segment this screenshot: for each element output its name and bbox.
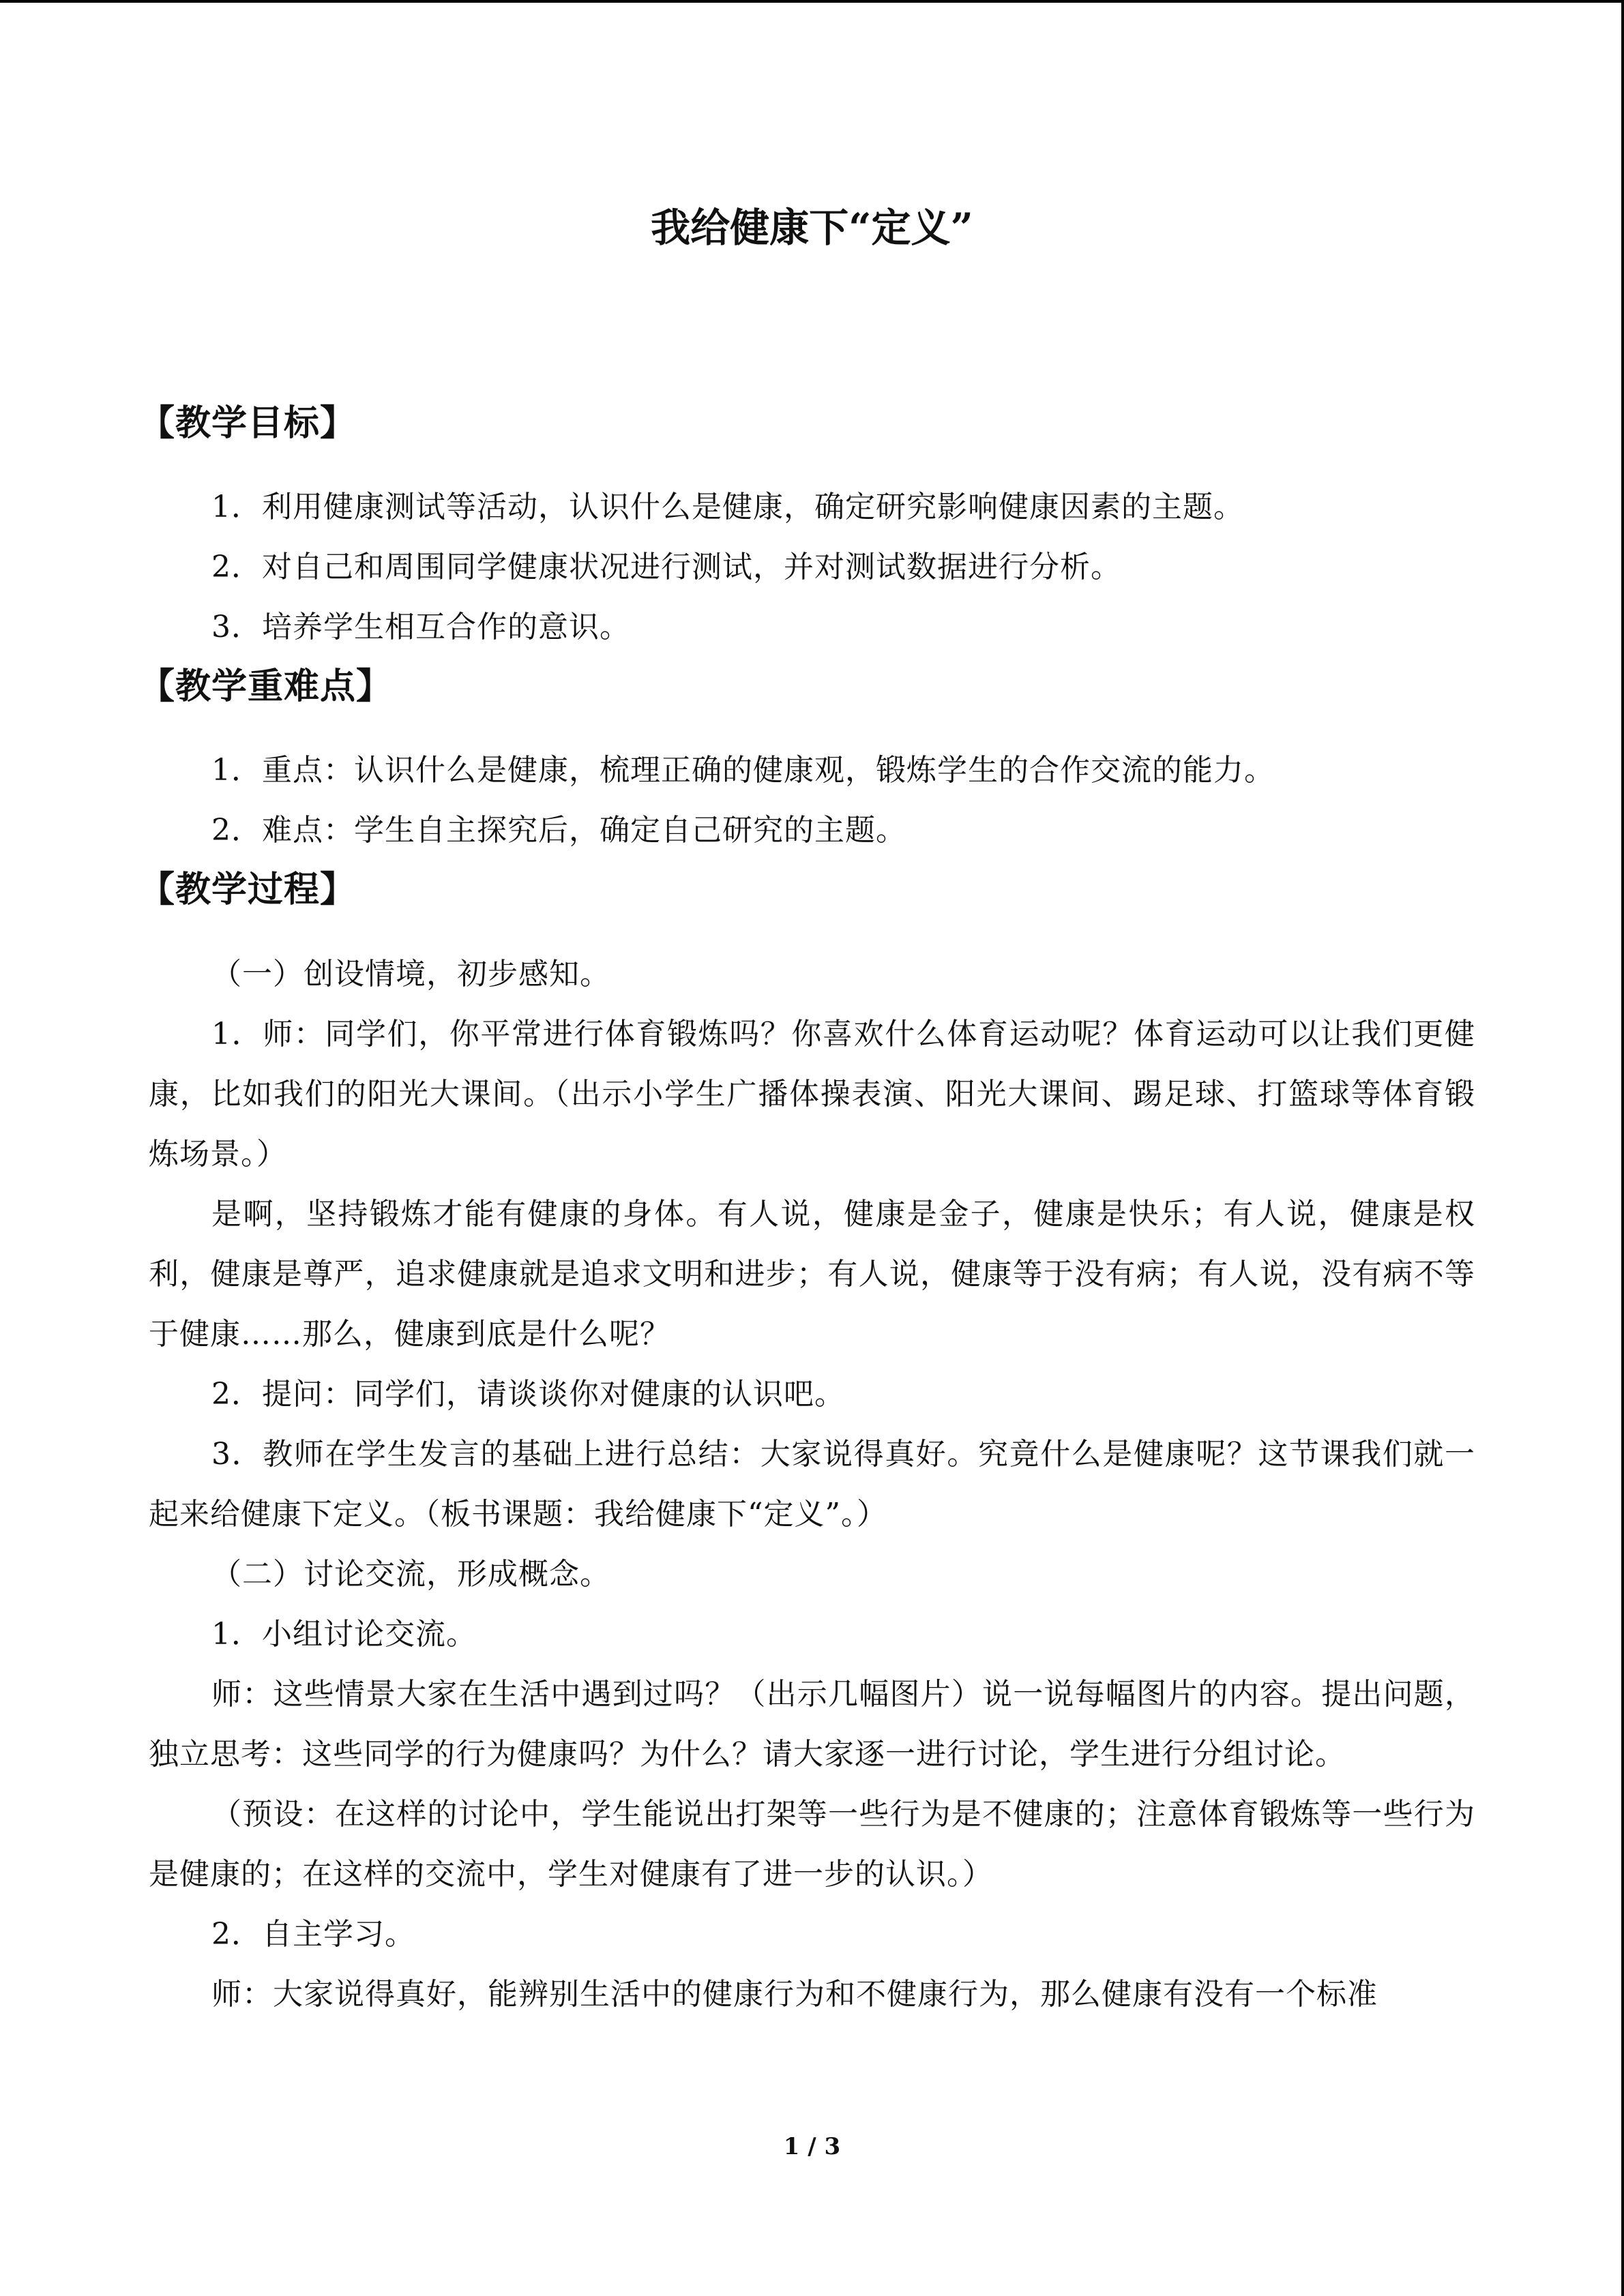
section-key-difficult-points	[139, 666, 1475, 861]
paragraph: 师：大家说得真好，能辨别生活中的健康行为和不健康行为，那么健康有没有一个标准	[211, 1976, 1378, 2012]
paragraph: 1．重点：认识什么是健康，梳理正确的健康观，锻炼学生的合作交流的能力。	[211, 753, 1275, 788]
paragraph: 1．小组讨论交流。	[211, 1616, 477, 1652]
paragraph: 1．师：同学们，你平常进行体育锻炼吗？你喜欢什么体育运动呢？体育运动可以让我们更健康，比如我们的阳光大课间。（出示小学生广播体操表演、阳光大课间、踢足球、打篮球等体育锻炼场景。）	[149, 1016, 1475, 1172]
paragraph: 师：这些情景大家在生活中遇到过吗？（出示几幅图片）说一说每幅图片的内容。提出问题，独立思考：这些同学的行为健康吗？为什么？请大家逐一进行讨论，学生进行分组讨论。	[149, 1676, 1475, 1772]
section-teaching-goals	[139, 402, 1475, 657]
document-title: 我给健康下“定义”	[651, 205, 973, 251]
paragraph: 2．难点：学生自主探究后，确定自己研究的主题。	[211, 813, 906, 848]
paragraph: 3．教师在学生发言的基础上进行总结：大家说得真好。究竟什么是健康呢？这节课我们就一起来给健康下定义。（板书课题：我给健康下“定义”。）	[149, 1436, 1475, 1532]
paragraph: （二）讨论交流，形成概念。	[211, 1556, 610, 1592]
paragraph: 2．自主学习。	[211, 1916, 415, 1952]
paragraph: 2．对自己和周围同学健康状况进行测试，并对测试数据进行分析。	[211, 549, 1121, 584]
document-page	[139, 205, 1475, 2025]
section-heading: 【教学目标】	[139, 402, 357, 444]
page-number: 1 / 3	[783, 2133, 841, 2160]
page-border-top	[0, 0, 1624, 3]
section-heading: 【教学重难点】	[139, 666, 393, 707]
section-heading: 【教学过程】	[139, 869, 357, 911]
paragraph: 3．培养学生相互合作的意识。	[211, 609, 630, 644]
paragraph: 2．提问：同学们，请谈谈你对健康的认识吧。	[211, 1376, 845, 1412]
paragraph: 1．利用健康测试等活动，认识什么是健康，确定研究影响健康因素的主题。	[211, 489, 1244, 524]
paragraph: （一）创设情境，初步感知。	[211, 956, 610, 992]
paragraph: 是啊，坚持锻炼才能有健康的身体。有人说，健康是金子，健康是快乐；有人说，健康是权利，健康是尊严，追求健康就是追求文明和进步；有人说，健康等于没有病；有人说，没有病不等于健康……那么，健康到底是什么呢？	[149, 1196, 1475, 1352]
section-teaching-process	[139, 869, 1475, 2024]
page-border-right	[1621, 0, 1624, 2296]
paragraph: （预设：在这样的讨论中，学生能说出打架等一些行为是不健康的；注意体育锻炼等一些行为是健康的；在这样的交流中，学生对健康有了进一步的认识。）	[149, 1796, 1475, 1892]
